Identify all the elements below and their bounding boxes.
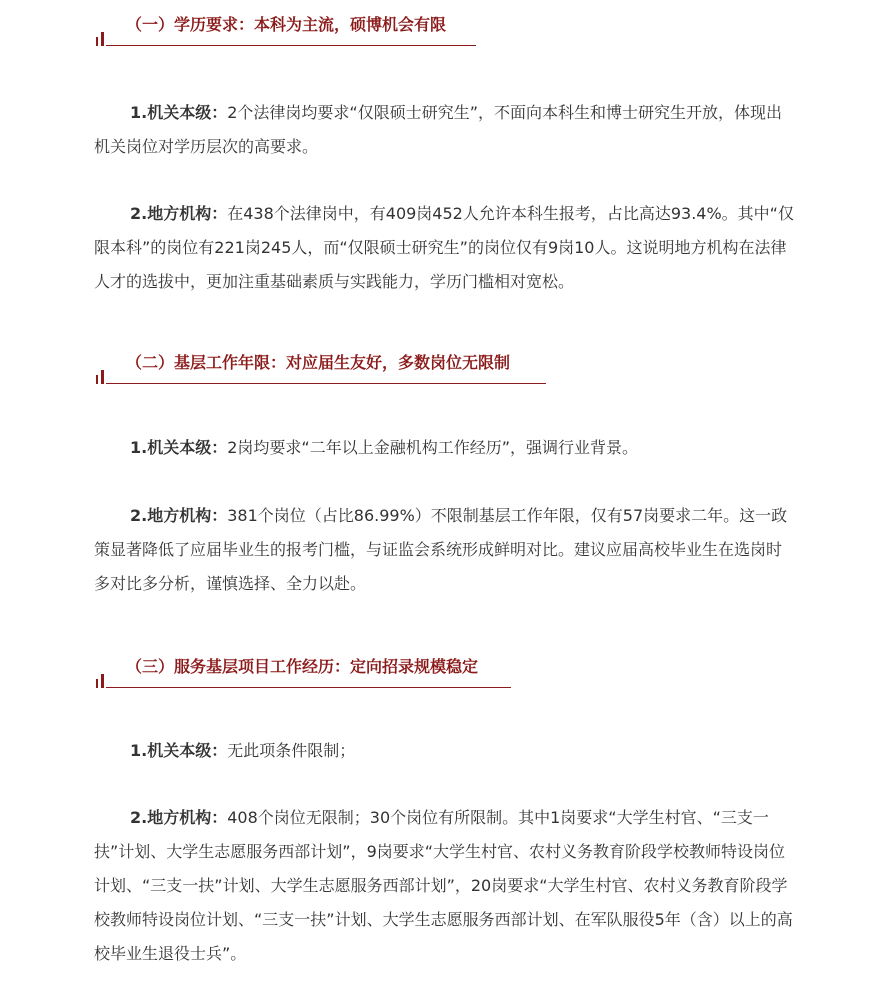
heading-decoration-icon bbox=[96, 370, 106, 384]
paragraph bbox=[94, 801, 794, 971]
paragraph-text: 381个岗位（占比86.99%）不限制基层工作年限，仅有57岗要求二年。这一政策显著降低了应届毕业生的报考门槛，与证监会系统形成鲜明对比。建议应届高校毕业生在选岗时多对比多分析，谨慎选择、全力以赴。 bbox=[94, 506, 788, 593]
section-heading-text: （三）服务基层项目工作经历：定向招录规模稳定 bbox=[126, 657, 479, 676]
heading-decoration-icon bbox=[96, 32, 106, 46]
paragraph-text: 2个法律岗均要求“仅限硕士研究生”，不面向本科生和博士研究生开放，体现出机关岗位对学历层次的高要求。 bbox=[94, 103, 782, 156]
heading-underline bbox=[106, 383, 546, 384]
paragraph bbox=[94, 197, 794, 299]
paragraph-label: 2.地方机构： bbox=[130, 204, 228, 223]
paragraph-label: 1.机关本级： bbox=[130, 103, 228, 122]
paragraph-label: 2.地方机构： bbox=[130, 808, 228, 827]
heading-decoration-icon bbox=[96, 674, 106, 688]
section-heading-text: （二）基层工作年限：对应届生友好，多数岗位无限制 bbox=[126, 353, 511, 372]
paragraph-label: 2.地方机构： bbox=[130, 506, 228, 525]
paragraph bbox=[94, 734, 794, 768]
paragraph bbox=[94, 431, 794, 465]
paragraph-label: 1.机关本级： bbox=[130, 741, 228, 760]
paragraph-text: 在438个法律岗中，有409岗452人允许本科生报考，占比高达93.4%。其中“仅限本科”的岗位有221岗245人，而“仅限硕士研究生”的岗位仅有9岗10人。这说明地方机构在法律人才的选拔中，更加注重基础素质与实践能力，学历门槛相对宽松。 bbox=[94, 204, 794, 291]
paragraph bbox=[94, 96, 794, 164]
paragraph-label: 1.机关本级： bbox=[130, 438, 228, 457]
heading-underline bbox=[106, 45, 476, 46]
paragraph-text: 2岗均要求“二年以上金融机构工作经历”，强调行业背景。 bbox=[227, 438, 638, 457]
paragraph-text: 408个岗位无限制；30个岗位有所限制。其中1岗要求“大学生村官、“三支一扶”计划、大学生志愿服务西部计划”，9岗要求“大学生村官、农村义务教育阶段学校教师特设岗位计划、“三支一扶”计划、大学生志愿服务西部计划”，20岗要求“大学生村官、农村义务教育阶段学校教师特设岗位计划、“三支一扶”计划、大学生志愿服务西部计划、在军队服役5年（含）以上的高校毕业生退役士兵”。 bbox=[94, 808, 793, 963]
paragraph bbox=[94, 499, 794, 601]
section-heading bbox=[96, 14, 476, 46]
paragraph-text: 无此项条件限制； bbox=[227, 741, 356, 760]
heading-underline bbox=[106, 687, 511, 688]
section-heading bbox=[96, 656, 516, 688]
section-heading-text: （一）学历要求：本科为主流，硕博机会有限 bbox=[126, 15, 447, 34]
section-heading bbox=[96, 352, 546, 384]
